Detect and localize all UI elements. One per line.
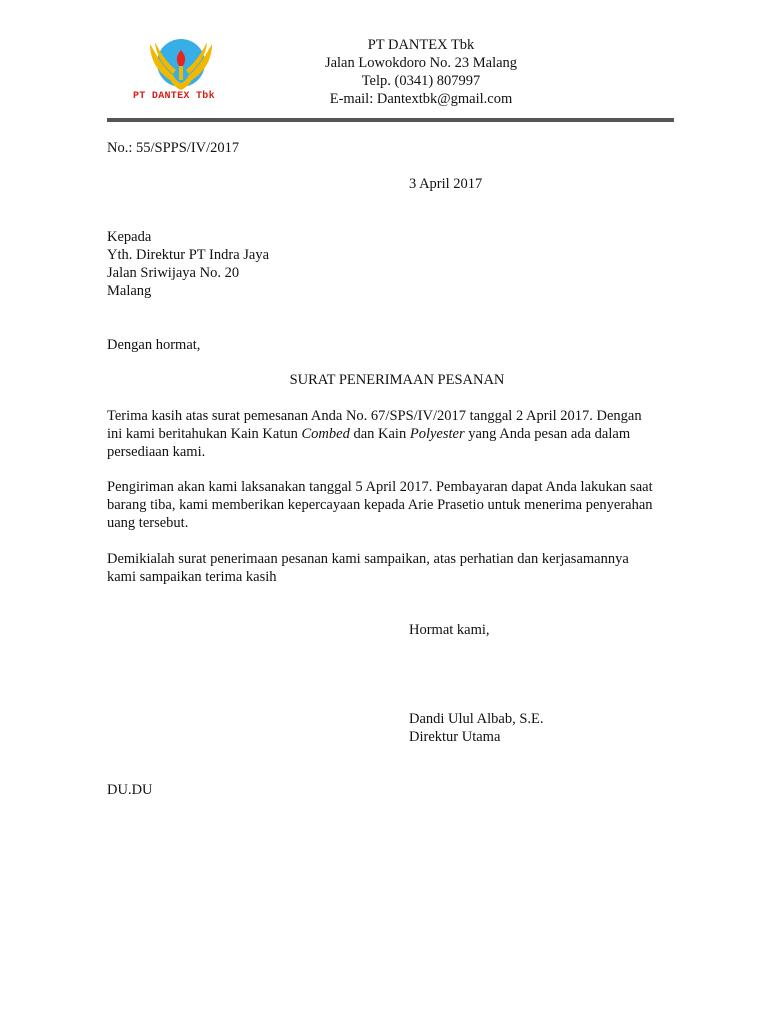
- typist-initials: DU.DU: [107, 782, 153, 798]
- signatory-name: Dandi Ulul Albab, S.E.: [409, 711, 544, 727]
- body-paragraph-1: [107, 407, 687, 461]
- signatory-title: Direktur Utama: [409, 729, 501, 745]
- p3-line-1: Demikialah surat penerimaan pesanan kami sampaikan, atas perhatian dan kerjasamannya: [107, 551, 629, 567]
- body-paragraph-3: [107, 550, 687, 586]
- letterhead-divider: [107, 118, 674, 122]
- letter-subject: SURAT PENERIMAAN PESANAN: [289, 372, 505, 388]
- closing: Hormat kami,: [409, 622, 490, 638]
- recipient-block: [107, 228, 687, 300]
- p3-line-2: kami sampaikan terima kasih: [107, 569, 277, 585]
- p2-line-2: barang tiba, kami memberikan kepercayaan kepada Arie Prasetio untuk menerima penyerahan: [107, 497, 653, 513]
- company-name: PT DANTEX Tbk: [367, 37, 475, 53]
- p1-line-1: Terima kasih atas surat pemesanan Anda No. 67/SPS/IV/2017 tanggal 2 April 2017. Dengan: [107, 408, 642, 424]
- p2-line-3: uang tersebut.: [107, 515, 189, 531]
- letter-date: 3 April 2017: [409, 176, 483, 192]
- company-address: Jalan Lowokdoro No. 23 Malang: [324, 55, 518, 71]
- fabric-combed: Combed: [301, 426, 350, 442]
- recipient-street: Jalan Sriwijaya No. 20: [107, 265, 240, 281]
- fabric-polyester: Polyester: [409, 426, 465, 442]
- p1-line-2: ini kami beritahukan Kain Katun Combed dan Kain Polyester yang Anda pesan ada dalam: [107, 426, 631, 442]
- p1-line-3: persediaan kami.: [107, 444, 206, 460]
- letterhead: [300, 36, 542, 108]
- letter-number: No.: 55/SPPS/IV/2017: [107, 140, 240, 156]
- recipient-salutation: Kepada: [107, 229, 152, 245]
- recipient-city: Malang: [107, 283, 152, 299]
- company-email: E-mail: Dantextbk@gmail.com: [329, 91, 513, 107]
- company-phone: Telp. (0341) 807997: [361, 73, 481, 89]
- recipient-name: Yth. Direktur PT Indra Jaya: [107, 247, 270, 263]
- p2-line-1: Pengiriman akan kami laksanakan tanggal 5 April 2017. Pembayaran dapat Anda lakukan saat: [107, 479, 653, 495]
- body-paragraph-2: [107, 478, 687, 532]
- greeting: Dengan hormat,: [107, 337, 201, 353]
- signature-block: [409, 710, 544, 746]
- logo-text: PT DANTEX Tbk: [133, 91, 215, 102]
